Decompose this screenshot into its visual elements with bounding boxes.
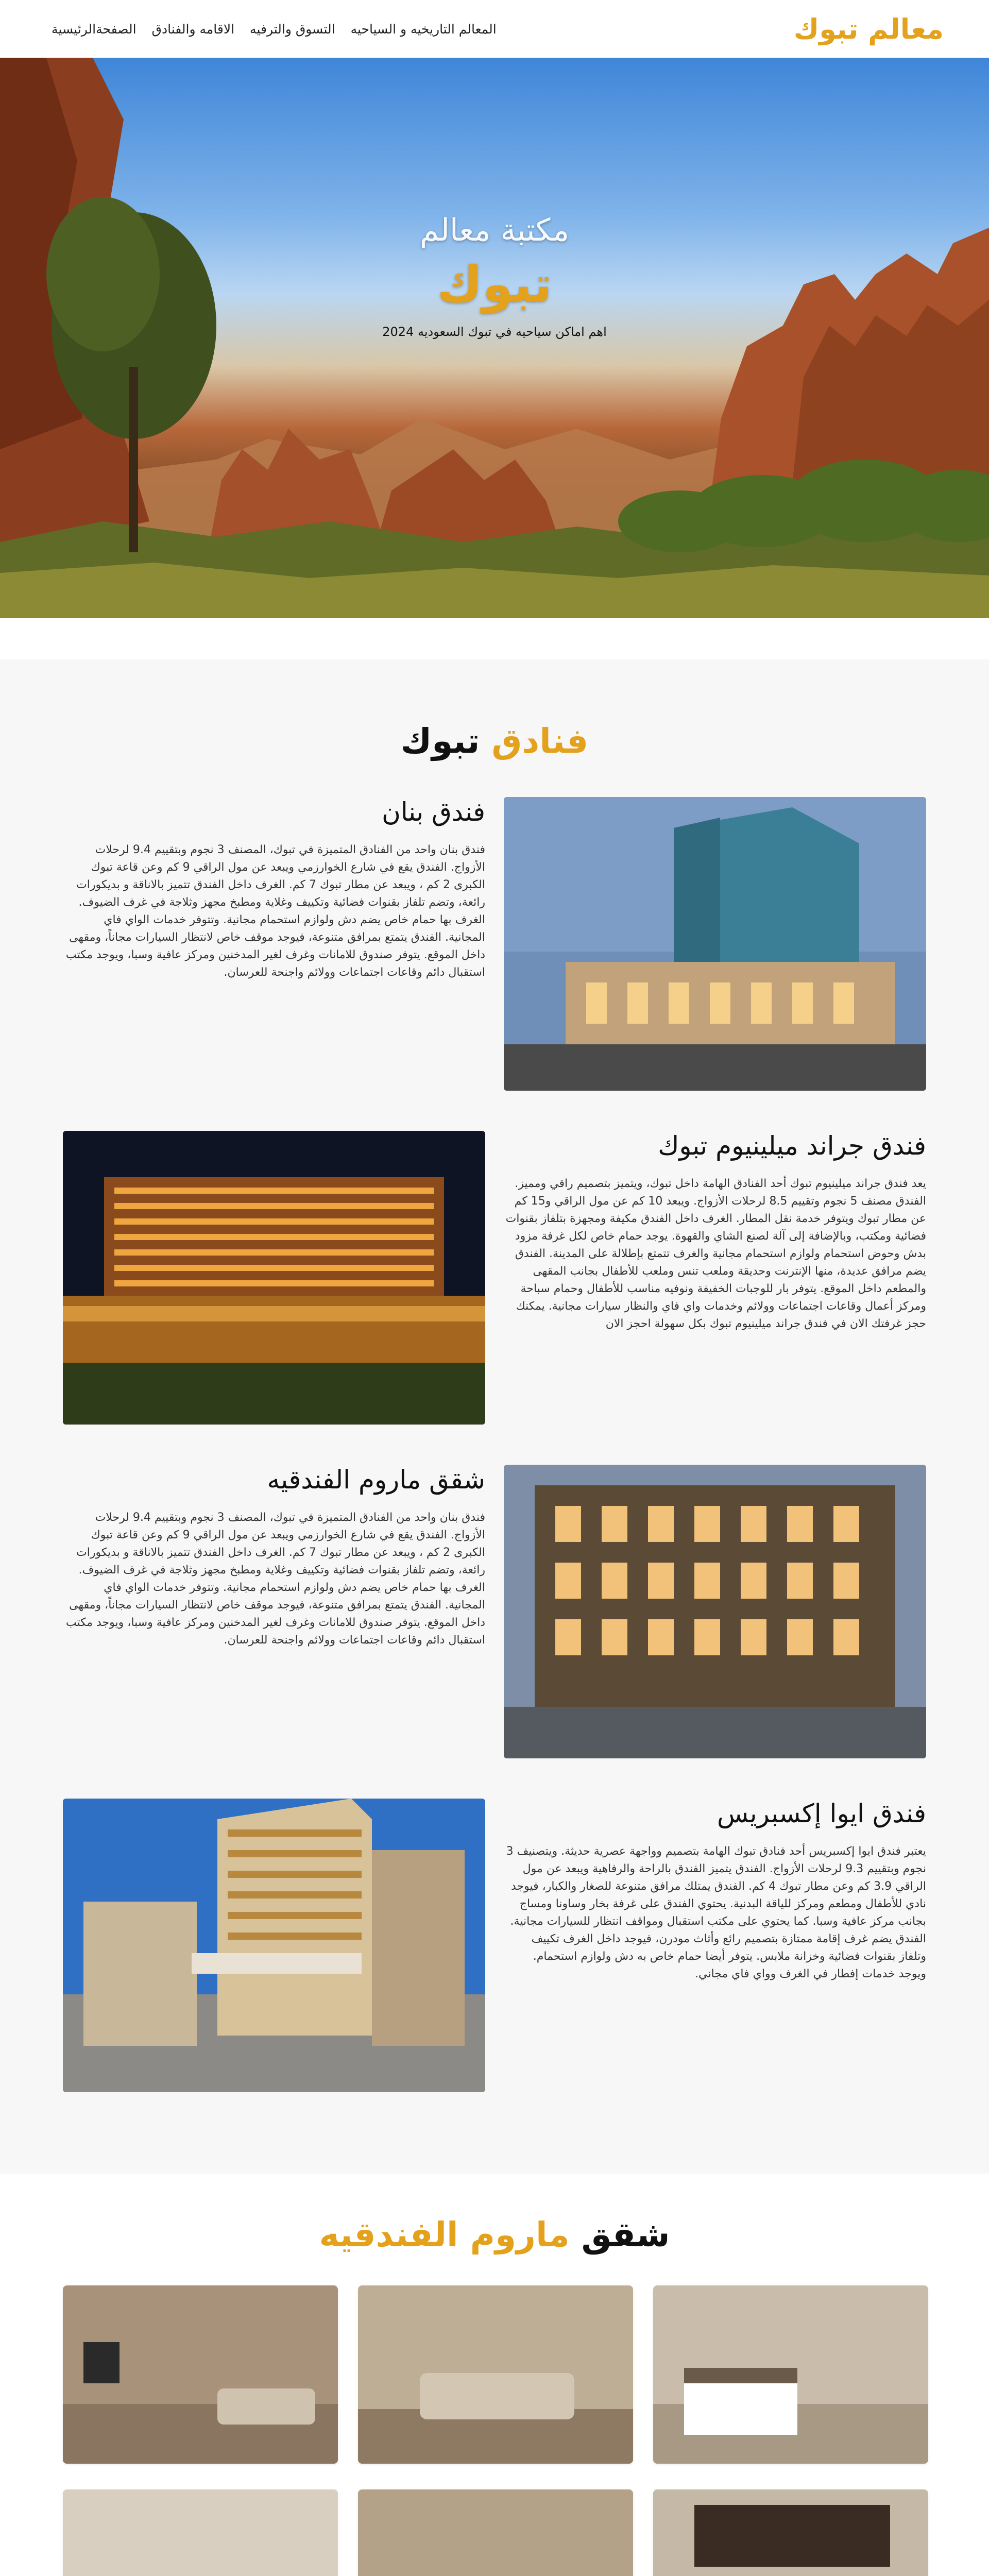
hotel-name: فندق ايوا إكسبريس: [717, 1799, 926, 1828]
hotel-description: فندق بنان واحد من الفنادق المتميزة في تبوك، المصنف 3 نجوم وبتقييم 9.4 لرحلات الأزواج. الفندق يقع في شارع الخوارزمي ويبعد عن مول الراقي 9 كم وعن قاعة تبوك الكبرى 2 كم ، ويبعد عن مطار تبوك 7 كم. الغرف داخل الفندق تتميز بالاناقة و بديكورات رائعة، وتضم تلفاز بقنوات فضائية وتكييف وغلاية ومطبخ مجهز وثلاجة في غرف الضيوف. الغرف بها حمام خاص يضم دش ولوازم استحمام مجانية. وتتوفر خدمات الواي فاي المجانية. الفندق يتمتع بمرافق متنوعة، فيوجد موقف خاص لانتظار السيارات مجاناً، ومقهى داخل الموقع. يتوفر صندوق للامانات وغرف لغير المدخنين ومركز عافية وسبا، ويوجد مكتب استقبال دائم وقاعات اجتماعات وولائم واجنحة للعرسان.: [65, 843, 485, 979]
hero-banner: [0, 58, 989, 618]
hotel-name: فندق جراند ميلينيوم تبوك: [658, 1131, 926, 1161]
nav-link-landmarks[interactable]: المعالم التاريخيه و السياحيه: [350, 21, 497, 37]
hotel-info: [504, 1799, 926, 1983]
hotel-image: [504, 797, 926, 1091]
gallery-photo[interactable]: [63, 2489, 338, 2576]
hotel-info: [63, 1465, 485, 1649]
hotel-description: يعد فندق جراند ميلينيوم تبوك أحد الفنادق الهامة داخل تبوك، ويتميز بتصميم راقي ومميز. الفندق مصنف 5 نجوم وتقييم 8.5 لرحلات الأزواج. ويبعد 10 كم عن مول الراقي و15 كم عن مطار تبوك ويتوفر خدمة نقل المطار. الغرف داخل الفندق مكيفة ومجهزة بتلفاز بقنوات فضائية ومكتب، وبالإضافة إلى آلة لصنع الشاي والقهوة. يوجد حمام خاص لكل غرفة مزود بدش وحوض استحمام ولوازم استحمام مجانية والغرف تتمتع بإطلالة على المدينة. الفندق يضم مرافق عديدة، منها الإنترنت وحديقة وملعب تنس وملعب للأطفال بجانب المقهى والمطعم داخل الموقع. يتوفر بار للوجبات الخفيفة ونوفيه مناسب للأطفال وحمام سباحة ومركز أعمال وقاعات اجتماعات وولائم وخدمات واي فاي والنظار سيارات مجانية. يمكنك حجز غرفتك الان في فندق جراند ميلينيوم تبوك بكل سهولة احجز الان: [505, 1177, 926, 1330]
brand-logo[interactable]: معالم تبوك: [793, 12, 944, 45]
gallery-title: شقق ماروم الفندقيه: [319, 2215, 670, 2255]
hotel-image: [504, 1465, 926, 1758]
hotel-card: [0, 1131, 989, 1425]
hotel-description: فندق بنان واحد من الفنادق المتميزة في تبوك، المصنف 3 نجوم وبتقييم 9.4 لرحلات الأزواج. الفندق يقع في شارع الخوارزمي ويبعد عن مول الراقي 9 كم وعن قاعة تبوك الكبرى 2 كم ، ويبعد عن مطار تبوك 7 كم. الغرف داخل الفندق تتميز بالاناقة و بديكورات رائعة، وتضم تلفاز بقنوات فضائية وتكييف وغلاية ومطبخ مجهز وثلاجة في غرف الضيوف. الغرف بها حمام خاص يضم دش ولوازم استحمام مجانية. وتتوفر خدمات الواي فاي المجانية. الفندق يتمتع بمرافق متنوعة، فيوجد موقف خاص لانتظار السيارات مجاناً، ومقهى داخل الموقع. يتوفر صندوق للامانات وغرف لغير المدخنين ومركز عافية وسبا، ويوجد مكتب استقبال دائم وقاعات اجتماعات وولائم واجنحة للعرسان.: [65, 1511, 485, 1647]
hero-description: اهم اماكن سياحيه في تبوك السعوديه 2024: [382, 325, 607, 339]
hotel-image: [63, 1131, 485, 1425]
hotel-description: يعتبر فندق ايوا إكسبريس أحد فنادق تبوك الهامة بتصميم وواجهة عصرية حديثة. ويتصنيف 3 نجوم وبتقييم 9.3 لرحلات الأزواج. الفندق يتميز الفندق بالراحة والرفاهية ويبعد عن مول الراقي 3.9 كم وعن مطار تبوك 4 كم. الفندق يمتلك مرافق متنوعة للصغار والكبار، فيوجد نادي للأطفال ومطعم ومركز للياقة البدنية. يحتوي الفندق على غرفة بخار وساونا ومساج بجانب مركز عافية وسبا. كما يحتوي على مكتب استقبال ومواقف انتظار للسيارات مجانية. الفندق يضم غرف إقامة ممتازة بتصميم رائع وأثاث مودرن، فيوجد داخل الغرف تكييف وتلفاز بقنوات فضائية وخزانة ملابس. يتوفر أيضا حمام خاص به دش ولوازم استحمام. ويوجد خدمات إفطار في الغرف وواي فاي مجاني.: [506, 1845, 926, 1980]
hero-subtitle: مكتبة معالم: [419, 212, 570, 248]
hotel-card: [0, 1465, 989, 1758]
nav-link-hotels[interactable]: الاقامه والفنادق: [151, 21, 235, 37]
gallery-photo[interactable]: [653, 2285, 928, 2464]
hotel-card: [0, 1799, 989, 2092]
gallery-grid: [0, 2285, 989, 2576]
hotels-section: [0, 659, 989, 2174]
hotel-name: فندق بنان: [382, 797, 485, 827]
gallery-photo[interactable]: [63, 2285, 338, 2464]
hotels-section-title: فنادق تبوك: [400, 721, 589, 761]
hotel-info: [63, 797, 485, 981]
hero-text-block: [0, 212, 989, 339]
nav-link-home[interactable]: الصفحةالرئيسية: [52, 21, 137, 37]
hotel-card: [0, 797, 989, 1091]
top-navbar: [0, 0, 989, 58]
hotel-info: [504, 1131, 926, 1333]
nav-links: [52, 22, 497, 37]
gallery-photo[interactable]: [653, 2489, 928, 2576]
gallery-photo[interactable]: [358, 2285, 633, 2464]
gallery-photo[interactable]: [358, 2489, 633, 2576]
apartments-gallery: [0, 2174, 989, 2576]
hero-title: تبوك: [437, 256, 552, 313]
nav-link-shopping[interactable]: التسوق والترفيه: [250, 21, 335, 37]
hotel-image: [63, 1799, 485, 2092]
hotel-name: شقق ماروم الفندقيه: [267, 1465, 485, 1495]
